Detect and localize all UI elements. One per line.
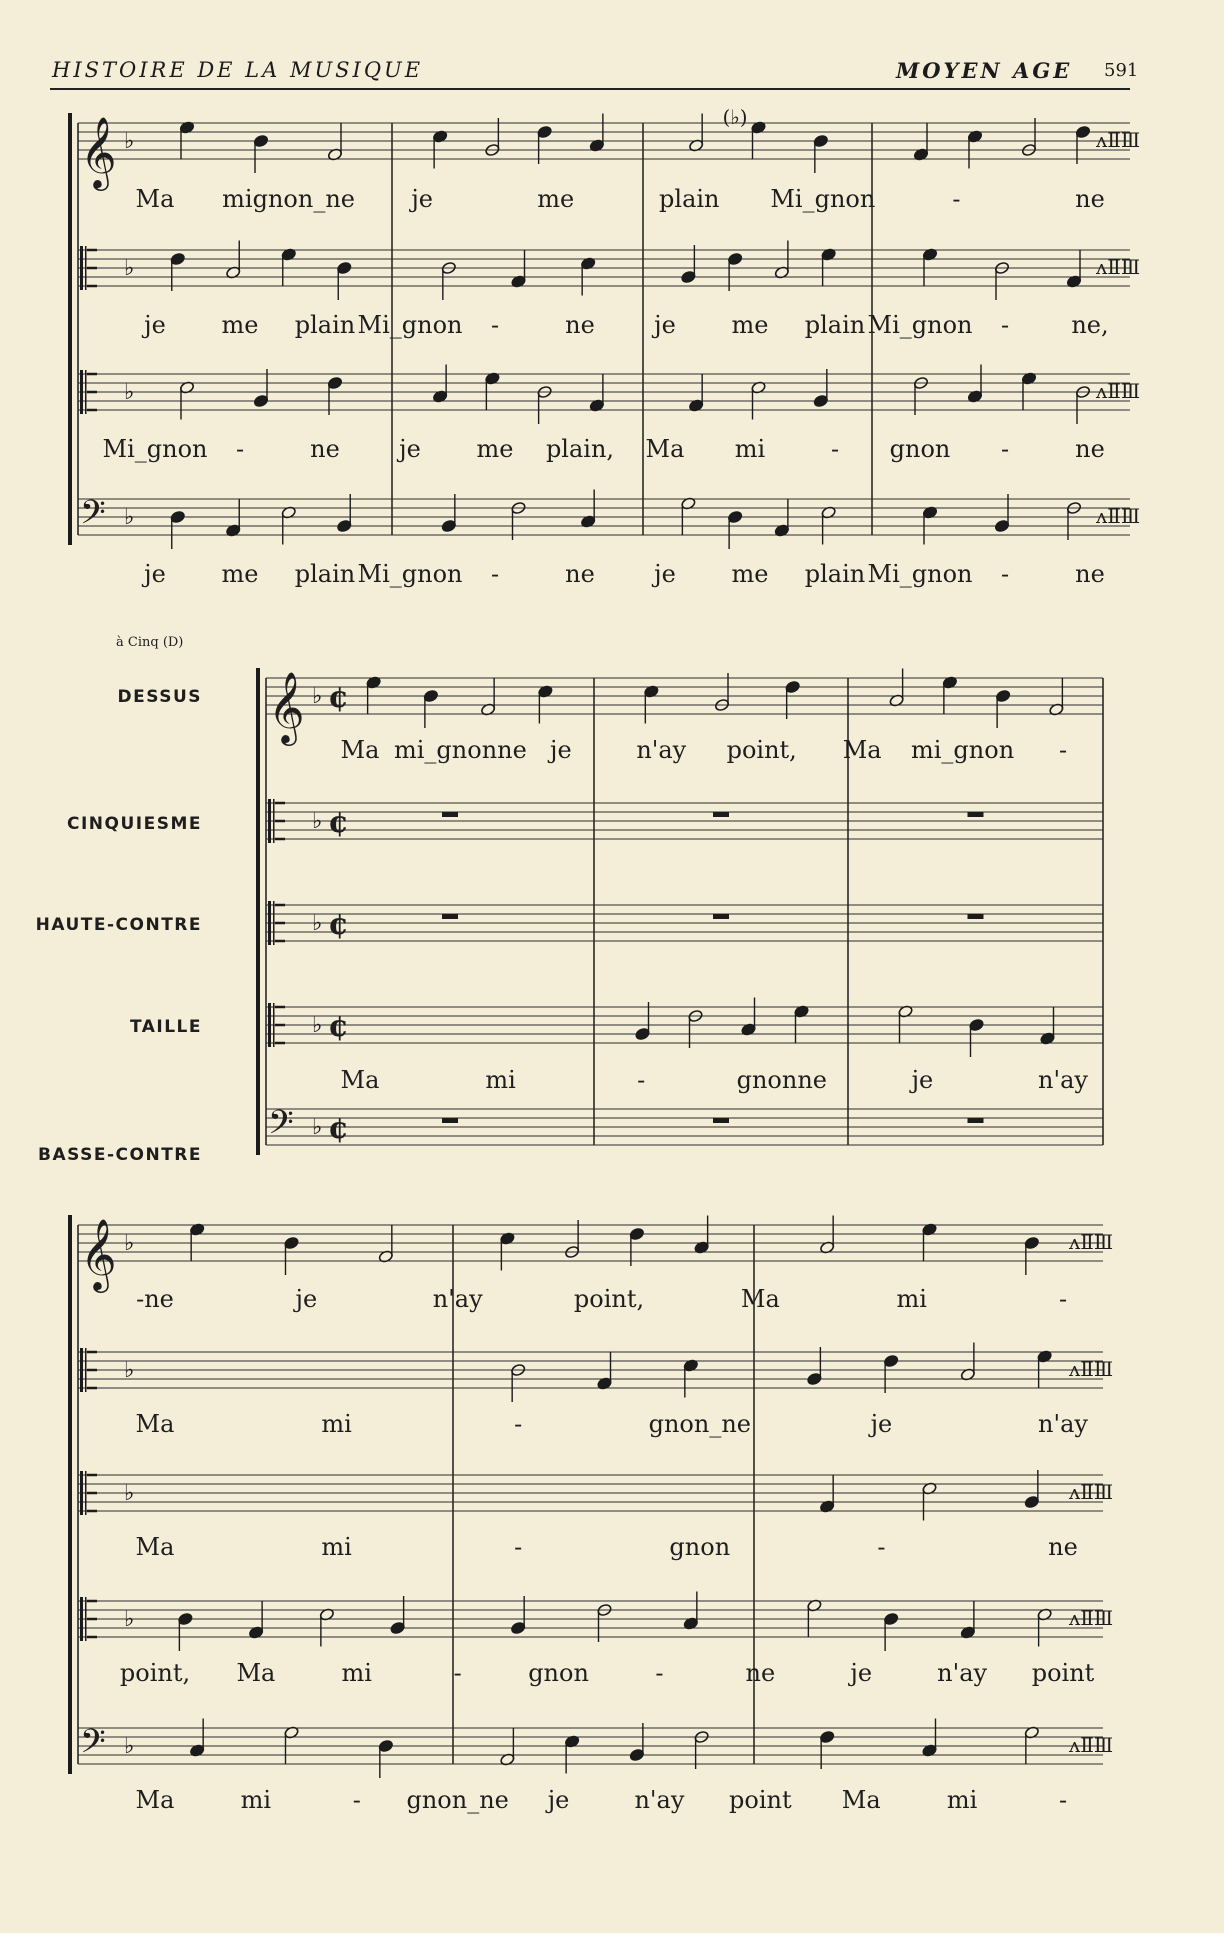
c-clef-icon <box>80 1597 83 1641</box>
lyric-syllable: - <box>514 1410 523 1438</box>
page-number: 591 <box>1104 60 1139 81</box>
lyric-syllable: Ma <box>645 435 685 463</box>
ending-mark: ʌⅡⅢ <box>1096 255 1141 279</box>
lyric-syllable: Ma <box>841 1786 881 1814</box>
c-clef-bar <box>85 1348 87 1392</box>
lyric-syllable: Mi_gnon <box>770 185 876 213</box>
treble-clef-icon: 𝄞 <box>80 115 117 188</box>
lyric-syllable: Mi_gnon <box>867 560 973 588</box>
lyric-syllable: gnon_ne <box>648 1410 751 1438</box>
lyric-syllable: Ma <box>740 1285 780 1313</box>
key-flat-icon: ♭ <box>312 911 323 936</box>
lyric-syllable: point <box>1031 1659 1095 1687</box>
bass-clef-icon: 𝄢 <box>268 1104 294 1150</box>
lyric-syllable: n'ay <box>1038 1066 1088 1094</box>
c-clef-icon <box>268 1003 271 1047</box>
key-flat-icon: ♭ <box>124 1481 135 1506</box>
lyric-syllable: -ne <box>136 1285 174 1313</box>
key-flat-icon: ♭ <box>124 1734 135 1759</box>
time-signature: ¢ <box>328 680 349 715</box>
lyric-syllable: me <box>476 435 514 463</box>
lyric-syllable: je <box>850 1659 873 1687</box>
lyric-syllable: n'ay <box>634 1786 685 1814</box>
lyric-syllable: Ma <box>135 1533 175 1561</box>
lyric-syllable: me <box>731 311 769 339</box>
lyric-syllable: - <box>490 311 500 339</box>
voice-name-basse-contre: BASSE-CONTRE <box>38 1145 202 1165</box>
lyric-syllable: point, <box>119 1659 191 1687</box>
lyric-syllable: - <box>1058 1786 1068 1814</box>
ending-mark: ʌⅡⅢ <box>1096 379 1141 403</box>
lyric-syllable: - <box>490 560 500 588</box>
lyric-syllable: - <box>1000 560 1010 588</box>
lyric-syllable: - <box>1058 1285 1068 1313</box>
whole-rest <box>713 1118 729 1123</box>
lyric-syllable: Ma <box>340 1066 380 1094</box>
key-flat-icon: ♭ <box>124 1607 135 1632</box>
treble-clef-icon: 𝄞 <box>80 1217 117 1290</box>
lyric-syllable: n'ay <box>1038 1410 1088 1438</box>
c-clef-bar <box>273 1003 275 1047</box>
lyric-syllable: n'ay <box>432 1285 483 1313</box>
c-clef-bar <box>85 246 87 290</box>
key-flat-icon: ♭ <box>124 505 135 530</box>
lyric-syllable: je <box>870 1410 893 1438</box>
lyric-syllable: - <box>830 435 840 463</box>
treble-clef-icon: 𝄞 <box>268 670 305 743</box>
c-clef-bar <box>273 799 275 843</box>
lyric-syllable: plain <box>294 560 356 588</box>
key-flat-icon: ♭ <box>312 684 323 709</box>
lyric-syllable: ne <box>565 311 595 339</box>
lyric-syllable: mi <box>734 435 766 463</box>
voice-name-cinquiesme: CINQUIESME <box>67 814 202 834</box>
lyric-syllable: ne <box>1075 185 1105 213</box>
lyric-syllable: Mi_gnon <box>357 311 463 339</box>
lyric-syllable: - <box>655 1659 664 1687</box>
lyric-syllable: je <box>295 1285 318 1313</box>
voice-name-dessus: DESSUS <box>117 687 202 707</box>
c-clef-bar <box>85 1471 87 1515</box>
lyric-syllable: me <box>537 185 575 213</box>
c-clef-strokes <box>275 1007 285 1043</box>
c-clef-icon <box>80 1348 83 1392</box>
lyric-syllable: ne <box>1075 560 1105 588</box>
whole-rest <box>968 1118 984 1123</box>
running-header-left: HISTOIRE DE LA MUSIQUE <box>52 58 424 82</box>
whole-rest <box>442 1118 458 1123</box>
ending-mark: ʌⅡⅢ <box>1096 504 1141 528</box>
time-signature: ¢ <box>328 1009 349 1044</box>
lyric-syllable: me <box>221 311 259 339</box>
whole-rest <box>713 812 729 817</box>
lyric-syllable: je <box>399 435 421 463</box>
voice-name-haute-contre: HAUTE-CONTRE <box>35 915 202 935</box>
lyric-syllable: gnon_ne <box>406 1786 509 1814</box>
lyric-syllable: mignon_ne <box>222 185 355 213</box>
key-flat-icon: ♭ <box>124 1358 135 1383</box>
lyric-syllable: plain <box>659 185 720 213</box>
lyric-syllable: Mi_gnon <box>102 435 208 463</box>
lyric-syllable: mi <box>341 1659 372 1687</box>
c-clef-bar <box>273 901 275 945</box>
time-signature: ¢ <box>328 907 349 942</box>
lyric-syllable: Mi_gnon <box>357 560 463 588</box>
lyric-syllable: gnon <box>528 1659 589 1687</box>
key-flat-icon: ♭ <box>124 380 135 405</box>
lyric-syllable: je <box>911 1066 934 1094</box>
section-label: à Cinq (D) <box>116 635 184 650</box>
lyric-syllable: je <box>411 185 433 213</box>
whole-rest <box>968 812 984 817</box>
whole-rest <box>442 812 458 817</box>
lyric-syllable: mi <box>485 1066 516 1094</box>
lyric-syllable: mi_gnon <box>910 736 1015 764</box>
c-clef-bar <box>85 370 87 414</box>
key-flat-icon: ♭ <box>312 809 323 834</box>
key-flat-icon: ♭ <box>124 1231 135 1256</box>
lyric-syllable: plain, <box>545 435 615 463</box>
lyric-syllable: mi <box>896 1285 927 1313</box>
time-signature: ¢ <box>328 1111 349 1146</box>
editorial-accidental-mark: (♭) <box>722 105 748 129</box>
lyric-syllable: mi_gnonne <box>394 736 527 764</box>
lyric-syllable: me <box>731 560 769 588</box>
ending-mark: ʌⅡⅢ <box>1069 1733 1114 1757</box>
voice-name-taille: TAILLE <box>129 1017 202 1037</box>
ending-mark: ʌⅡⅢ <box>1069 1480 1114 1504</box>
time-signature: ¢ <box>328 805 349 840</box>
c-clef-icon <box>268 799 271 843</box>
lyric-syllable: Ma <box>842 736 882 764</box>
key-flat-icon: ♭ <box>124 256 135 281</box>
lyric-syllable: ne <box>1048 1533 1078 1561</box>
lyric-syllable: ne <box>745 1659 776 1687</box>
c-clef-icon <box>80 246 83 290</box>
lyric-syllable: point <box>729 1786 792 1814</box>
c-clef-strokes <box>87 374 97 410</box>
lyric-syllable: - <box>235 435 245 463</box>
key-flat-icon: ♭ <box>312 1115 323 1140</box>
lyric-syllable: ne, <box>1071 311 1109 339</box>
lyric-syllable: je <box>547 1786 570 1814</box>
c-clef-strokes <box>87 250 97 286</box>
lyric-syllable: - <box>514 1533 523 1561</box>
lyric-syllable: Ma <box>135 185 175 213</box>
lyric-syllable: n'ay <box>937 1659 988 1687</box>
lyric-syllable: je <box>654 560 676 588</box>
bass-clef-icon: 𝄢 <box>80 494 106 540</box>
lyric-syllable: plain <box>804 311 866 339</box>
lyric-syllable: - <box>1000 311 1010 339</box>
lyric-syllable: - <box>1058 736 1068 764</box>
key-flat-icon: ♭ <box>124 129 135 154</box>
lyric-syllable: gnon <box>889 435 951 463</box>
lyric-syllable: me <box>221 560 259 588</box>
lyric-syllable: - <box>637 1066 646 1094</box>
c-clef-icon <box>80 1471 83 1515</box>
lyric-syllable: - <box>877 1533 886 1561</box>
key-flat-icon: ♭ <box>312 1013 323 1038</box>
lyric-syllable: mi <box>321 1533 352 1561</box>
lyric-syllable: je <box>550 736 572 764</box>
lyric-syllable: Ma <box>135 1786 175 1814</box>
lyric-syllable: Ma <box>340 736 380 764</box>
lyric-syllable: - <box>453 1659 462 1687</box>
bass-clef-icon: 𝄢 <box>80 1723 106 1769</box>
lyric-syllable: mi <box>946 1786 978 1814</box>
lyric-syllable: gnon <box>669 1533 731 1561</box>
lyric-syllable: - <box>352 1786 361 1814</box>
lyric-syllable: je <box>654 311 676 339</box>
lyric-syllable: - <box>952 185 961 213</box>
whole-rest <box>968 914 984 919</box>
lyric-syllable: n'ay <box>636 736 687 764</box>
c-clef-strokes <box>275 803 285 839</box>
lyric-syllable: ne <box>565 560 595 588</box>
c-clef-bar <box>85 1597 87 1641</box>
c-clef-strokes <box>275 905 285 941</box>
lyric-syllable: Ma <box>236 1659 276 1687</box>
lyric-syllable: gnonne <box>736 1066 827 1094</box>
lyric-syllable: - <box>1000 435 1010 463</box>
lyric-syllable: point, <box>573 1285 645 1313</box>
c-clef-strokes <box>87 1352 97 1388</box>
ending-mark: ʌⅡⅢ <box>1069 1230 1114 1254</box>
lyric-syllable: plain <box>804 560 866 588</box>
ending-mark: ʌⅡⅢ <box>1069 1357 1114 1381</box>
lyric-syllable: plain <box>294 311 356 339</box>
c-clef-icon <box>268 901 271 945</box>
lyric-syllable: ne <box>310 435 340 463</box>
lyric-syllable: Mi_gnon <box>867 311 973 339</box>
lyric-syllable: mi <box>321 1410 352 1438</box>
lyric-syllable: point, <box>726 736 797 764</box>
whole-rest <box>713 914 729 919</box>
lyric-syllable: je <box>144 560 166 588</box>
lyric-syllable: mi <box>240 1786 272 1814</box>
c-clef-strokes <box>87 1475 97 1511</box>
c-clef-strokes <box>87 1601 97 1637</box>
whole-rest <box>442 914 458 919</box>
lyric-syllable: ne <box>1075 435 1105 463</box>
running-header-right: MOYEN AGE <box>896 58 1073 83</box>
ending-mark: ʌⅡⅢ <box>1069 1606 1114 1630</box>
ending-mark: ʌⅡⅢ <box>1096 128 1141 152</box>
lyric-syllable: Ma <box>135 1410 175 1438</box>
lyric-syllable: je <box>144 311 166 339</box>
c-clef-icon <box>80 370 83 414</box>
